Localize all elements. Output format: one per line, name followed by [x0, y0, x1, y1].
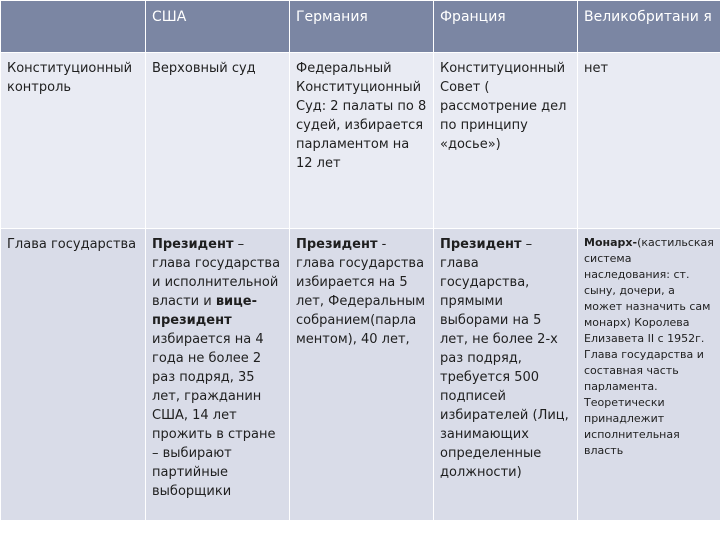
header-uk: Великобритани я	[578, 1, 720, 53]
cell-france-head	[434, 229, 578, 521]
bold-term: Президент	[440, 237, 522, 252]
cell-text: избирается на 4 года не более 2 раз подряд, 35 лет, гражданин США, 14 лет прожить в стране – выбирают партийные выборщики	[152, 332, 276, 499]
cell-text: - глава государства избирается на 5 лет, Федеральным собранием(парла ментом), 40 лет,	[296, 237, 426, 347]
table-row	[1, 229, 720, 521]
row-label-head-of-state: Глава государства	[1, 229, 146, 521]
row-label-constitutional-control: Конституционный контроль	[1, 53, 146, 229]
header-corner	[1, 1, 146, 53]
cell-usa-head	[146, 229, 290, 521]
bold-term: Президент	[152, 237, 234, 252]
header-usa: США	[146, 1, 290, 53]
bold-term: вице-президент	[152, 294, 258, 328]
table-row	[1, 53, 720, 229]
cell-uk-head	[578, 229, 720, 521]
cell-text: – глава государства и исполнительной власти и	[152, 237, 281, 309]
header-france: Франция	[434, 1, 578, 53]
cell-germany-head	[290, 229, 434, 521]
header-row	[1, 1, 720, 53]
bold-term: Монарх-	[584, 236, 638, 249]
cell-germany-control: Федеральный Конституционный Суд: 2 палаты по 8 судей, избирается парламентом на 12 лет	[290, 53, 434, 229]
cell-text: (кастильская система наследования: ст. сыну, дочери, а может назначить сам монарх) Королева Елизавета II с 1952г. Глава государства и составная часть парламента. Теоретически принадлежит исполнительная власть	[584, 236, 714, 457]
cell-text: – глава государства, прямыми выборами на 5 лет, не более 2-х раз подряд, требуется 500 подписей избирателей (Лиц, занимающих определенные должности)	[440, 237, 569, 480]
cell-uk-control: нет	[578, 53, 720, 229]
cell-france-control: Конституционный Совет ( рассмотрение дел по принципу «досье»)	[434, 53, 578, 229]
cell-usa-control: Верховный суд	[146, 53, 290, 229]
bold-term: Президент	[296, 237, 378, 252]
header-germany: Германия	[290, 1, 434, 53]
